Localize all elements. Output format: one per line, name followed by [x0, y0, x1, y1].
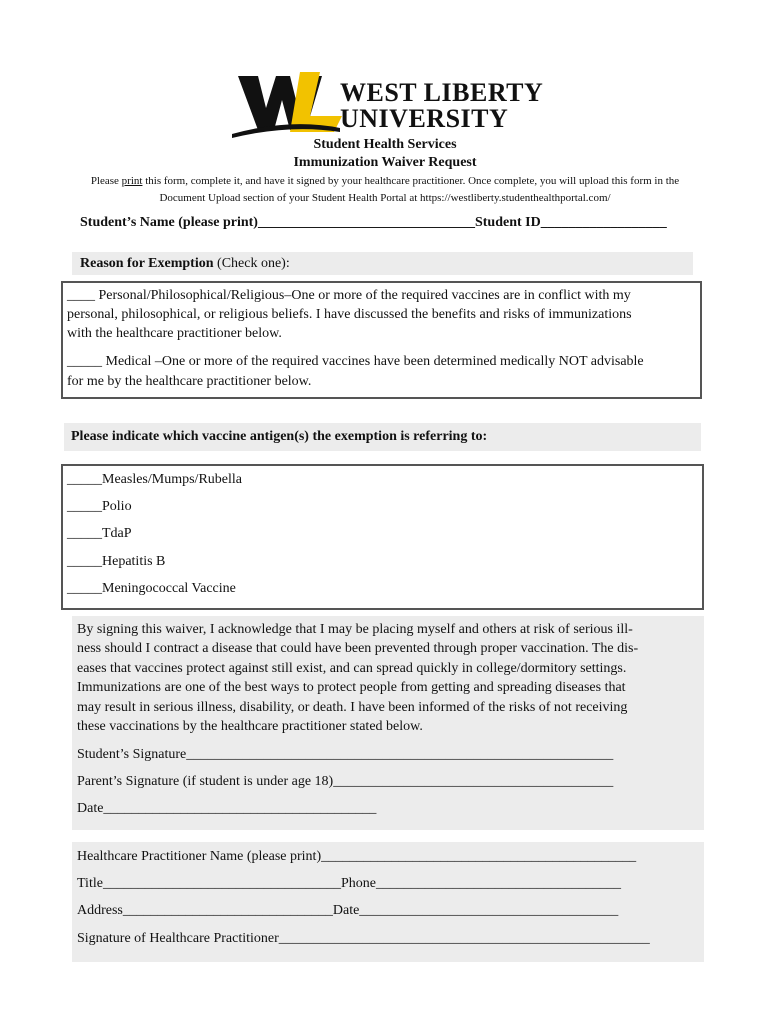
personal-exemption-text-2: personal, philosophical, or religious beliefs. I have discussed the benefits and risks of immunizations	[67, 307, 632, 322]
waiver-text-5: may result in serious illness, disability, or death. I have been informed of the risks of not receiving	[77, 700, 628, 715]
parent-signature-field[interactable]: Parent’s Signature (if student is under age 18)________________________________________	[77, 774, 614, 789]
waiver-date-field[interactable]: Date_______________________________________	[77, 801, 377, 816]
waiver-text-4: Immunizations are one of the best ways to protect people from getting and spreading diseases that	[77, 680, 626, 695]
logo-line-1: WEST LIBERTY	[340, 78, 544, 107]
form-instructions: Please print this form, complete it, and have it signed by your healthcare practitioner. Once complete, you will upload this form in the Document Upload section of your Student Health Portal at https://westliberty.studenthealthportal.com/	[90, 175, 680, 204]
vaccine-item[interactable]: _____TdaP	[67, 526, 132, 541]
student-name-field[interactable]: Student’s Name (please print)_______________________________	[80, 215, 475, 230]
waiver-text-1: By signing this waiver, I acknowledge that I may be placing myself and others at risk of serious ill-	[77, 622, 633, 637]
vaccine-item[interactable]: _____Hepatitis B	[67, 554, 166, 569]
waiver-text-6: these vaccinations by the healthcare practitioner stated below.	[77, 719, 423, 734]
practitioner-signature-field[interactable]: Signature of Healthcare Practitioner_____________________________________________________	[77, 931, 650, 946]
practitioner-name-field[interactable]: Healthcare Practitioner Name (please print)_____________________________________________	[77, 849, 637, 864]
vaccines-heading: Please indicate which vaccine antigen(s) the exemption is referring to:	[71, 429, 488, 444]
personal-exemption-option[interactable]: ____ Personal/Philosophical/Religious–One or more of the required vaccines are in conflict with my	[67, 288, 631, 303]
form-title: Immunization Waiver Request	[293, 155, 477, 170]
medical-exemption-text-2: for me by the healthcare practitioner below.	[67, 374, 312, 389]
vaccine-item[interactable]: _____Measles/Mumps/Rubella	[67, 472, 242, 487]
medical-exemption-option[interactable]: _____ Medical –One or more of the required vaccines have been determined medically NOT advisable	[67, 354, 644, 369]
student-id-field[interactable]: Student ID__________________	[474, 215, 667, 230]
practitioner-title-phone-field[interactable]: Title__________________________________Phone___________________________________	[77, 876, 621, 891]
waiver-text-2: ness should I contract a disease that could have been prevented through proper vaccination. The dis-	[77, 641, 639, 656]
waiver-text-3: eases that vaccines protect against still exist, and can spread quickly in college/dormitory settings.	[77, 661, 627, 676]
vaccine-item[interactable]: _____Polio	[67, 499, 132, 514]
exemption-heading: Reason for Exemption (Check one):	[80, 256, 290, 271]
form-department: Student Health Services	[313, 137, 457, 152]
student-signature-field[interactable]: Student’s Signature_____________________________________________________________	[77, 747, 614, 762]
logo-line-2: UNIVERSITY	[340, 104, 509, 133]
practitioner-address-date-field[interactable]: Address______________________________Date_____________________________________	[77, 903, 619, 918]
vaccine-item[interactable]: _____Meningococcal Vaccine	[67, 581, 236, 596]
student-info-line	[80, 215, 667, 231]
personal-exemption-text-3: with the healthcare practitioner below.	[67, 326, 282, 341]
